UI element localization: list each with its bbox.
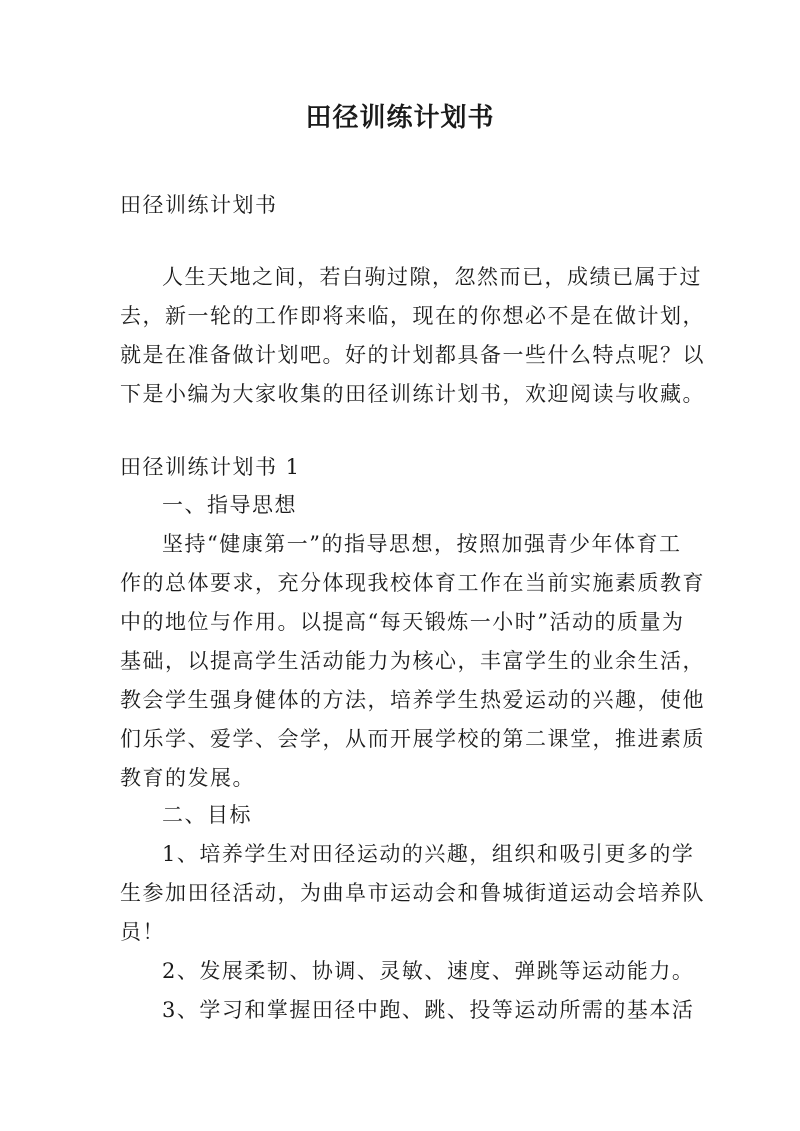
section-title: 田径训练计划书 1 — [120, 455, 301, 479]
intro-line: 下是小编为大家收集的田径训练计划书，欢迎阅读与收藏。 — [120, 382, 705, 406]
paragraph-line: 基础，以提高学生活动能力为核心，丰富学生的业余生活， — [120, 649, 705, 673]
paragraph-line: 中的地位与作用。以提高“每天锻炼一小时”活动的质量为 — [120, 610, 685, 634]
paragraph-line: 们乐学、爱学、会学，从而开展学校的第二课堂，推进素质 — [120, 727, 705, 751]
paragraph-line: 作的总体要求，充分体现我校体育工作在当前实施素质教育 — [120, 571, 705, 595]
intro-line: 就是在准备做计划吧。好的计划都具备一些什么特点呢？以 — [120, 343, 705, 367]
paragraph-line: 教会学生强身健体的方法，培养学生热爱运动的兴趣，使他 — [120, 688, 705, 712]
document-subtitle: 田径训练计划书 — [120, 193, 278, 217]
paragraph-line: 坚持“健康第一”的指导思想，按照加强青少年体育工 — [162, 532, 682, 556]
goal-line: 2、发展柔韧、协调、灵敏、速度、弹跳等运动能力。 — [162, 959, 695, 983]
heading-goals: 二、目标 — [162, 803, 252, 827]
goal-line: 1、培养学生对田径运动的兴趣，组织和吸引更多的学 — [162, 842, 695, 866]
heading-guiding-principle: 一、指导思想 — [162, 493, 297, 517]
intro-line: 人生天地之间，若白驹过隙，忽然而已，成绩已属于过 — [162, 265, 702, 289]
goal-line: 3、学习和掌握田径中跑、跳、投等运动所需的基本活 — [162, 998, 695, 1022]
goal-line: 员！ — [120, 920, 165, 944]
intro-line: 去，新一轮的工作即将来临，现在的你想必不是在做计划， — [120, 304, 705, 328]
paragraph-line: 教育的发展。 — [120, 766, 255, 790]
goal-line: 生参加田径活动，为曲阜市运动会和鲁城街道运动会培养队 — [120, 881, 705, 905]
document-title: 田径训练计划书 — [305, 103, 495, 133]
